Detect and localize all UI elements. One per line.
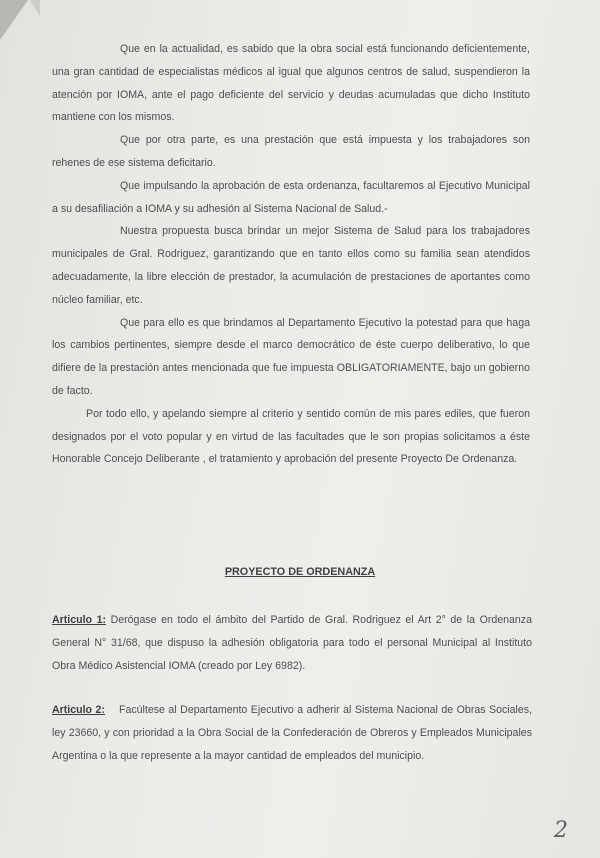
- paragraph-2: Que por otra parte, es una prestación que está impuesta y los trabajadores son rehenes de ese sistema deficitario.: [52, 134, 530, 169]
- paragraph-4: Nuestra propuesta busca brindar un mejor Sistema de Salud para los trabajadores municipales de Gral. Rodriguez, garantizando que en tanto ellos como su familia sean atendidos adecuadamente, la libre elección de prestador, la acumulación de prestaciones de aportantes como núcleo familiar, etc.: [52, 225, 530, 306]
- article-2-text: Facúltese al Departamento Ejecutivo a adherir al Sistema Nacional de Obras Sociales, ley 23660, y con prioridad a la Obra Social de la Confederación de Obreros y Empleados Municipales Argentina o la que represente a la mayor cantidad de empleados del municipio.: [52, 704, 533, 762]
- article-1-text: Derógase en todo el ámbito del Partido de Gral. Rodriguez el Art 2° de la Ordenanza General N° 31/68, que dispuso la adhesión obligatoria para todo el personal Municipal al Instituto Obra Médico Asistencial IOMA (creado por Ley 6982).: [52, 614, 532, 672]
- article-1-label: Articulo 1:: [52, 614, 107, 626]
- article-2: [52, 699, 532, 768]
- preamble: [52, 38, 530, 471]
- article-2-label: Articulo 2:: [52, 704, 105, 716]
- paragraph-3: Que impulsando la aprobación de esta ordenanza, facultaremos al Ejecutivo Municipal a su desafiliación a IOMA y su adhesión al Sistema Nacional de Salud.-: [52, 179, 530, 215]
- section-title: PROYECTO DE ORDENANZA: [224, 566, 376, 578]
- paragraph-6: Por todo ello, y apelando siempre al criterio y sentido común de mis pares ediles, que fueron designados por el voto popular y en virtud de las facultades que le son propias solicitamos a éste Honorable Concejo Deliberante , el tratamiento y aprobación del presente Proyecto De Ordenanza.: [52, 407, 530, 466]
- paragraph-1: Que en la actualidad, es sabido que la obra social está funcionando deficientemente, una gran cantidad de especialistas médicos al igual que algunos centros de salud, suspendieron la atención por IOMA, ante el pago deficiente del servicio y deudas acumuladas que dicho Instituto mantiene con los mismos.: [52, 43, 530, 124]
- article-1: [52, 609, 532, 678]
- folded-corner: [0, 0, 28, 40]
- folded-corner-shadow: [30, 0, 40, 16]
- paragraph-5: Que para ello es que brindamos al Departamento Ejecutivo la potestad para que haga los cambios pertinentes, siempre desde el marco democrático de éste cuerpo deliberativo, lo que difiere de la prestación antes mencionada que fue impuesta OBLIGATORIAMENTE, bajo un gobierno de facto.: [52, 316, 530, 397]
- page-number: 2: [554, 818, 568, 843]
